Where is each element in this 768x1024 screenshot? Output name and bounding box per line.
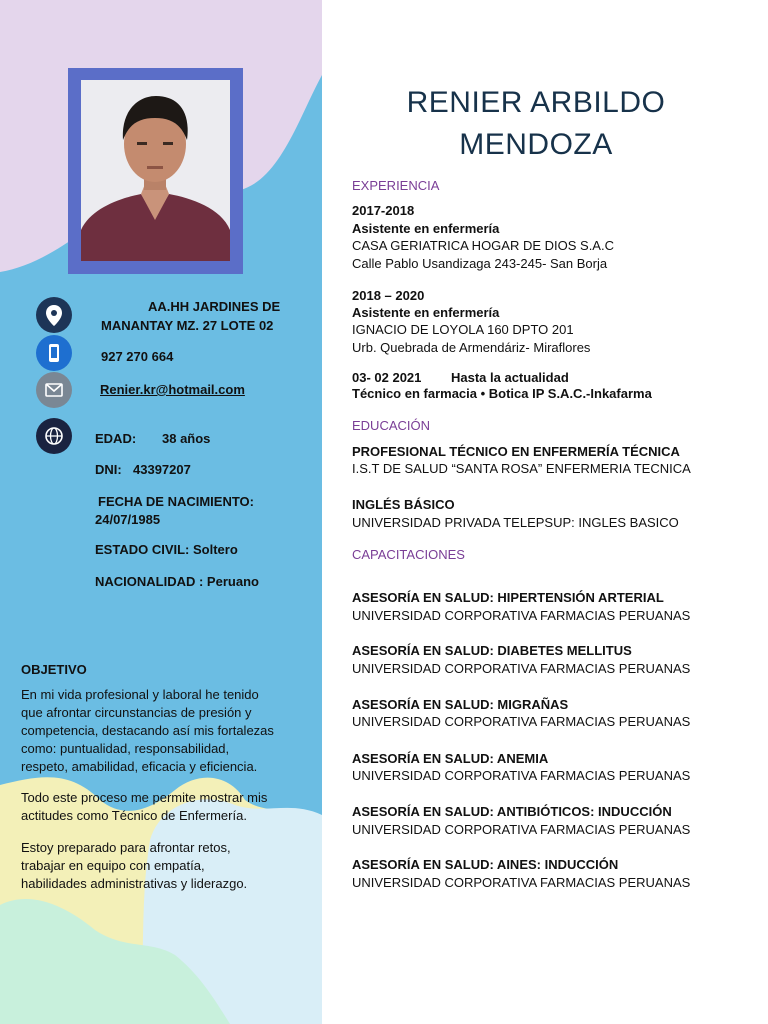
cap-4-title: ASESORÍA EN SALUD: ANEMIA [352, 751, 549, 766]
person-name [352, 82, 720, 166]
objetivo-paragraph-3 [21, 839, 311, 893]
edu-1-title: PROFESIONAL TÉCNICO EN ENFERMERÍA TÉCNICA [352, 444, 680, 459]
globe-icon [36, 418, 72, 454]
objetivo-line: actitudes como Técnico de Enfermería. [21, 808, 247, 823]
name-line-1: RENIER ARBILDO [406, 86, 666, 119]
exp-1-role: Asistente en enfermería [352, 221, 500, 236]
objetivo-line: respeto, amabilidad, eficacia y eficiencia. [21, 759, 258, 774]
exp-3-role: Técnico en farmacia • Botica IP S.A.C.-Inkafarma [352, 386, 652, 401]
objetivo-line: que afrontar circunstancias de presión y [21, 705, 252, 720]
address-line-2: MANANTAY MZ. 27 LOTE 02 [101, 318, 274, 333]
cap-3-title: ASESORÍA EN SALUD: MIGRAÑAS [352, 697, 569, 712]
cap-5-institution: UNIVERSIDAD CORPORATIVA FARMACIAS PERUANAS [352, 822, 691, 837]
objetivo-line: habilidades administrativas y liderazgo. [21, 876, 248, 891]
profile-photo-frame [68, 68, 243, 274]
cap-6-institution: UNIVERSIDAD CORPORATIVA FARMACIAS PERUANAS [352, 875, 691, 890]
exp-1-address: Calle Pablo Usandizaga 243-245- San Borja [352, 256, 608, 271]
fecha-label: FECHA DE NACIMIENTO: [98, 494, 254, 509]
exp-3-period: 03- 02 2021 [352, 370, 422, 385]
location-pin-icon [36, 297, 72, 333]
exp-2-address: Urb. Quebrada de Armendáriz- Miraflores [352, 340, 591, 355]
cap-2-institution: UNIVERSIDAD CORPORATIVA FARMACIAS PERUANAS [352, 661, 691, 676]
cap-1-title: ASESORÍA EN SALUD: HIPERTENSIÓN ARTERIAL [352, 590, 664, 605]
edu-2-institution: UNIVERSIDAD PRIVADA TELEPSUP: INGLES BASICO [352, 515, 679, 530]
edu-2-title: INGLÉS BÁSICO [352, 497, 455, 512]
dni-label: DNI: [95, 462, 122, 477]
name-line-2: MENDOZA [459, 128, 613, 161]
educacion-heading: EDUCACIÓN [352, 418, 431, 433]
phone-icon [36, 335, 72, 371]
objetivo-line: competencia, destacando así mis fortalezas [21, 723, 274, 738]
edu-1-institution: I.S.T DE SALUD “SANTA ROSA” ENFERMERIA TECNICA [352, 461, 691, 476]
cap-2-title: ASESORÍA EN SALUD: DIABETES MELLITUS [352, 643, 632, 658]
dni-value: 43397207 [133, 462, 191, 477]
edad-label: EDAD: [95, 431, 137, 446]
cap-5-title: ASESORÍA EN SALUD: ANTIBIÓTICOS: INDUCCIÓN [352, 804, 672, 819]
exp-1-place: CASA GERIATRICA HOGAR DE DIOS S.A.C [352, 238, 614, 253]
email-link[interactable]: Renier.kr@hotmail.com [100, 382, 245, 397]
objetivo-paragraph-2 [21, 789, 311, 825]
edad-value: 38 años [162, 431, 211, 446]
profile-photo [81, 80, 230, 261]
exp-1-period: 2017-2018 [352, 203, 415, 218]
cap-6-title: ASESORÍA EN SALUD: AINES: INDUCCIÓN [352, 857, 619, 872]
estado-civil: ESTADO CIVIL: Soltero [95, 542, 238, 557]
sidebar [0, 0, 322, 1024]
objetivo-line: Todo este proceso me permite mostrar mis [21, 790, 268, 805]
nacionalidad: NACIONALIDAD : Peruano [95, 574, 259, 589]
exp-3-period-end: Hasta la actualidad [451, 370, 569, 385]
exp-2-role: Asistente en enfermería [352, 305, 500, 320]
exp-2-period: 2018 – 2020 [352, 288, 425, 303]
objetivo-line: trabajar en equipo con empatía, [21, 858, 205, 873]
phone-number: 927 270 664 [101, 349, 174, 364]
address-line-1: AA.HH JARDINES DE [148, 299, 281, 314]
objetivo-paragraph-1 [21, 686, 311, 776]
objetivo-line: En mi vida profesional y laboral he tenido [21, 687, 259, 702]
fecha-value: 24/07/1985 [95, 512, 161, 527]
objetivo-line: Estoy preparado para afrontar retos, [21, 840, 231, 855]
objetivo-line: como: puntualidad, responsabilidad, [21, 741, 230, 756]
capacitaciones-heading: CAPACITACIONES [352, 547, 465, 562]
cap-3-institution: UNIVERSIDAD CORPORATIVA FARMACIAS PERUANAS [352, 714, 691, 729]
experiencia-heading: EXPERIENCIA [352, 178, 440, 193]
objetivo-heading: OBJETIVO [21, 662, 87, 677]
cap-4-institution: UNIVERSIDAD CORPORATIVA FARMACIAS PERUANAS [352, 768, 691, 783]
cap-1-institution: UNIVERSIDAD CORPORATIVA FARMACIAS PERUANAS [352, 608, 691, 623]
email-icon [36, 372, 72, 408]
exp-2-place: IGNACIO DE LOYOLA 160 DPTO 201 [352, 322, 574, 337]
